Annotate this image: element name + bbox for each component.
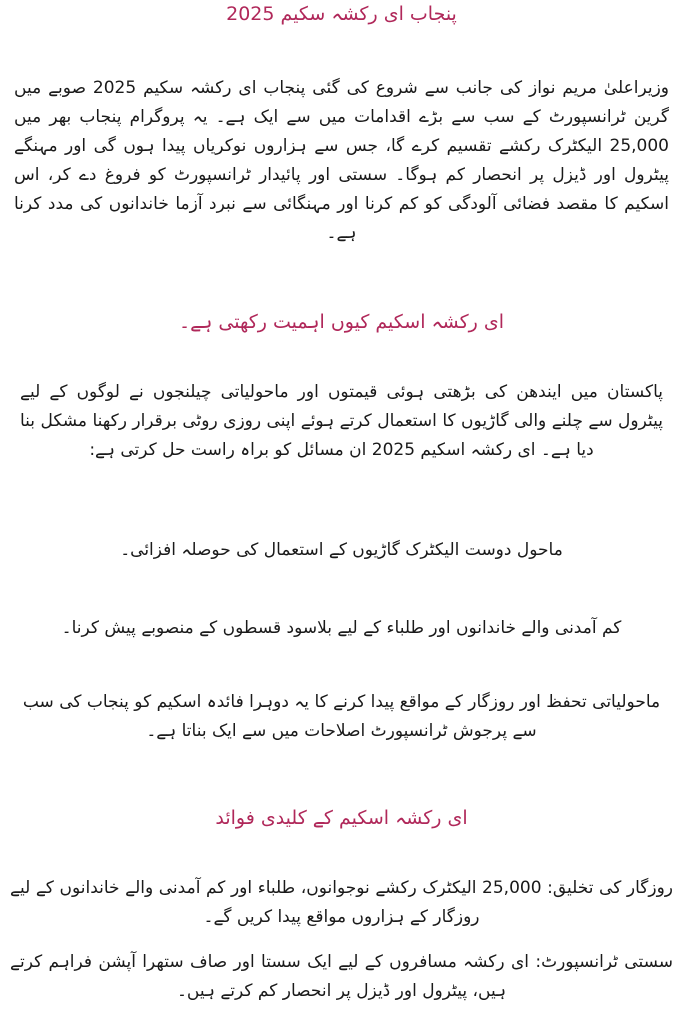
page-title: پنجاب ای رکشہ سکیم 2025 [226,3,457,25]
benefits-heading: ای رکشہ اسکیم کے کلیدی فوائد [215,807,468,829]
importance-point: ماحول دوست الیکٹرک گاڑیوں کے استعمال کی حوصلہ افزائی۔ [120,540,563,560]
importance-point: ماحولیاتی تحفظ اور روزگار کے مواقع پیدا کرنے کا یہ دوہرا فائدہ اسکیم کو پنجاب کی سب سے پرجوش ٹرانسپورٹ اصلاحات میں سے ایک بناتا ہے۔ [22,692,661,741]
importance-point: کم آمدنی والے خاندانوں اور طلباء کے لیے بلاسود قسطوں کے منصوبے پیش کرنا۔ [61,618,622,638]
importance-paragraph: پاکستان میں ایندھن کی بڑھتی ہوئی قیمتوں اور ماحولیاتی چیلنجوں نے لوگوں کے لیے پیٹرول سے چلنے والی گاڑیوں کا استعمال کرتے ہوئے اپنی روزی روٹی برقرار رکھنا مشکل بنا دیا ہے۔ ای رکشہ اسکیم 2025 ان مسائل کو براہ راست حل کرتی ہے: [20,382,663,460]
benefit-item: سستی ٹرانسپورٹ: ای رکشہ مسافروں کے لیے ایک سستا اور صاف ستھرا آپشن فراہم کرتے ہیں، پیٹرول اور ڈیزل پر انحصار کم کرتے ہیں۔ [10,952,673,1001]
benefit-item: روزگار کی تخلیق: 25,000 الیکٹرک رکشے نوجوانوں، طلباء اور کم آمدنی والے خاندانوں کے لیے روزگار کے ہزاروں مواقع پیدا کریں گے۔ [10,878,673,927]
importance-heading: ای رکشہ اسکیم کیوں اہمیت رکھتی ہے۔ [178,311,505,333]
intro-paragraph: وزیراعلیٰ مریم نواز کی جانب سے شروع کی گئی پنجاب ای رکشہ سکیم 2025 صوبے میں گرین ٹرانسپورٹ کے سب سے بڑے اقدامات میں سے ایک ہے۔ یہ پروگرام پنجاب بھر میں 25,000 الیکٹرک رکشے تقسیم کرے گا، جس سے ہزاروں نوکریاں پیدا ہوں گی اور مہنگے پیٹرول اور ڈیزل پر انحصار کم ہوگا۔ سستی اور پائیدار ٹرانسپورٹ کو فروغ دے کر، اس اسکیم کا مقصد فضائی آلودگی کو کم کرنا اور مہنگائی سے نبرد آزما خاندانوں کی مدد کرنا ہے۔ [14,78,669,243]
